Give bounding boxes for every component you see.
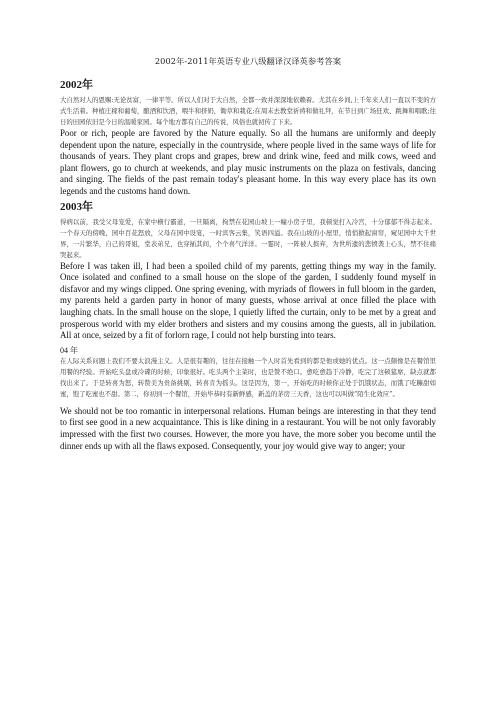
chinese-source-paragraph: 得病以前，我受父母宠爱，在家中横行霸道，一旦隔离，拘禁在花园山坡上一幢小房子里，我顿觉打入冷宫，十分郁郁不得志起来。一个春天的傍晚，园中百花怒放，父母在园中设宴，一时宾客云集，笑语四溢。我在山坡的小屋里，悄悄掀起窗帘，窥见园中大千世界，一片繁华，自己的哥姐，堂表弟兄，也穿插其间，个个喜气洋洋。一霎时，一阵被人摈弃，为世所遗的悲愤袭上心头，禁不住痛哭起来。	[60, 217, 436, 259]
chinese-source-paragraph: 在人际关系问题上我们不要太浪漫主义。人是很有趣的，往往在接触一个人时首先看到的都是他或她的优点。这一点颇像是在餐馆里用餐的经验。开始吃头盘或冷碟的时候，印象很好。吃头两个主菜时，也是赞不绝口。愈吃愈趋于冷静，吃完了这顿筵席，缺点就都找出来了。于是转喜为怒，转赞美为贵备挑剔，转喜肯为摇头。这是因为，第一，开始吃的时候你正处于饥饿状态，而饿了吃糠甜如蜜，饱了吃蜜也不甜。第二，你初到一个餐馆，开始毕恭时有新鲜感，新盖的茅房三天香，这也可以叫做“陌生化效应”。	[60, 356, 436, 398]
document-title: 2002年-2011年英语专业八级翻译汉译英参考答案	[154, 56, 342, 66]
section-year-heading: 2003年	[60, 200, 93, 213]
english-translation-paragraph: Before I was taken ill, I had been a spoiled child of my parents, getting things my way in the family. Once isolated and confined to a small house on the slope of the garden, I suddenly found myself in disfavor and my wings clipped. One spring evening, with myriads of flowers in full bloom in the garden, my parents held a garden party in honor of many guests, whose arrival at once filled the place with laughing chats. In the small house on the slope, I quietly lifted the curtain, only to be met by a great and prosperous world with my elder brothers and sisters and my cousins among the guests, all in jubilation. All at once, seized by a fit of forlorn rage, I could not help bursting into tears.	[60, 260, 436, 341]
chinese-source-paragraph: 大自然对人的恩赐:无论贫富，一律平等。所以人们对于大自然，全都一致并深深地依赖着。尤其在乡间,上千年来人们一直以不变的方式生活着。种植庄稼和葡萄，酿酒和饮酒，喂牛和挤奶，锄草和栽花;在周末去教堂祈祷和做礼拜，在节日到广场狂欢、跳舞和唱歌;往日的田园依旧是今日的温暖家园。每个地方都有自己的传说，风俗也就初传了下来。	[60, 96, 436, 126]
english-translation-paragraph: Poor or rich, people are favored by the Nature equally. So all the humans are uniformly and deeply dependent upon the nature, especially in the countryside, where people lived in the same ways of life for thousands of years. They plant crops and grapes, brew and drink wine, feed and milk cows, weed and plant flowers, go to church at weekends, and play music instruments on the plaza on festivals, dancing and singing. The fields of the past remain today's pleasant home. In this way every place has its own legends and the customs hand down.	[60, 128, 436, 196]
english-translation-paragraph: We should not be too romantic in interpersonal relations. Human beings are interesting in that they tend to first see good in a new acquaintance. This is like dining in a restaurant. You will be not only favorably impressed with the first two courses. However, the more you have, the more sober you become until the dinner ends up with all the flaws exposed. Consequently, your joy would give way to anger; your	[60, 405, 436, 451]
section-year-heading: 2002年	[60, 79, 93, 91]
section-year-heading: 04 年	[60, 345, 78, 355]
